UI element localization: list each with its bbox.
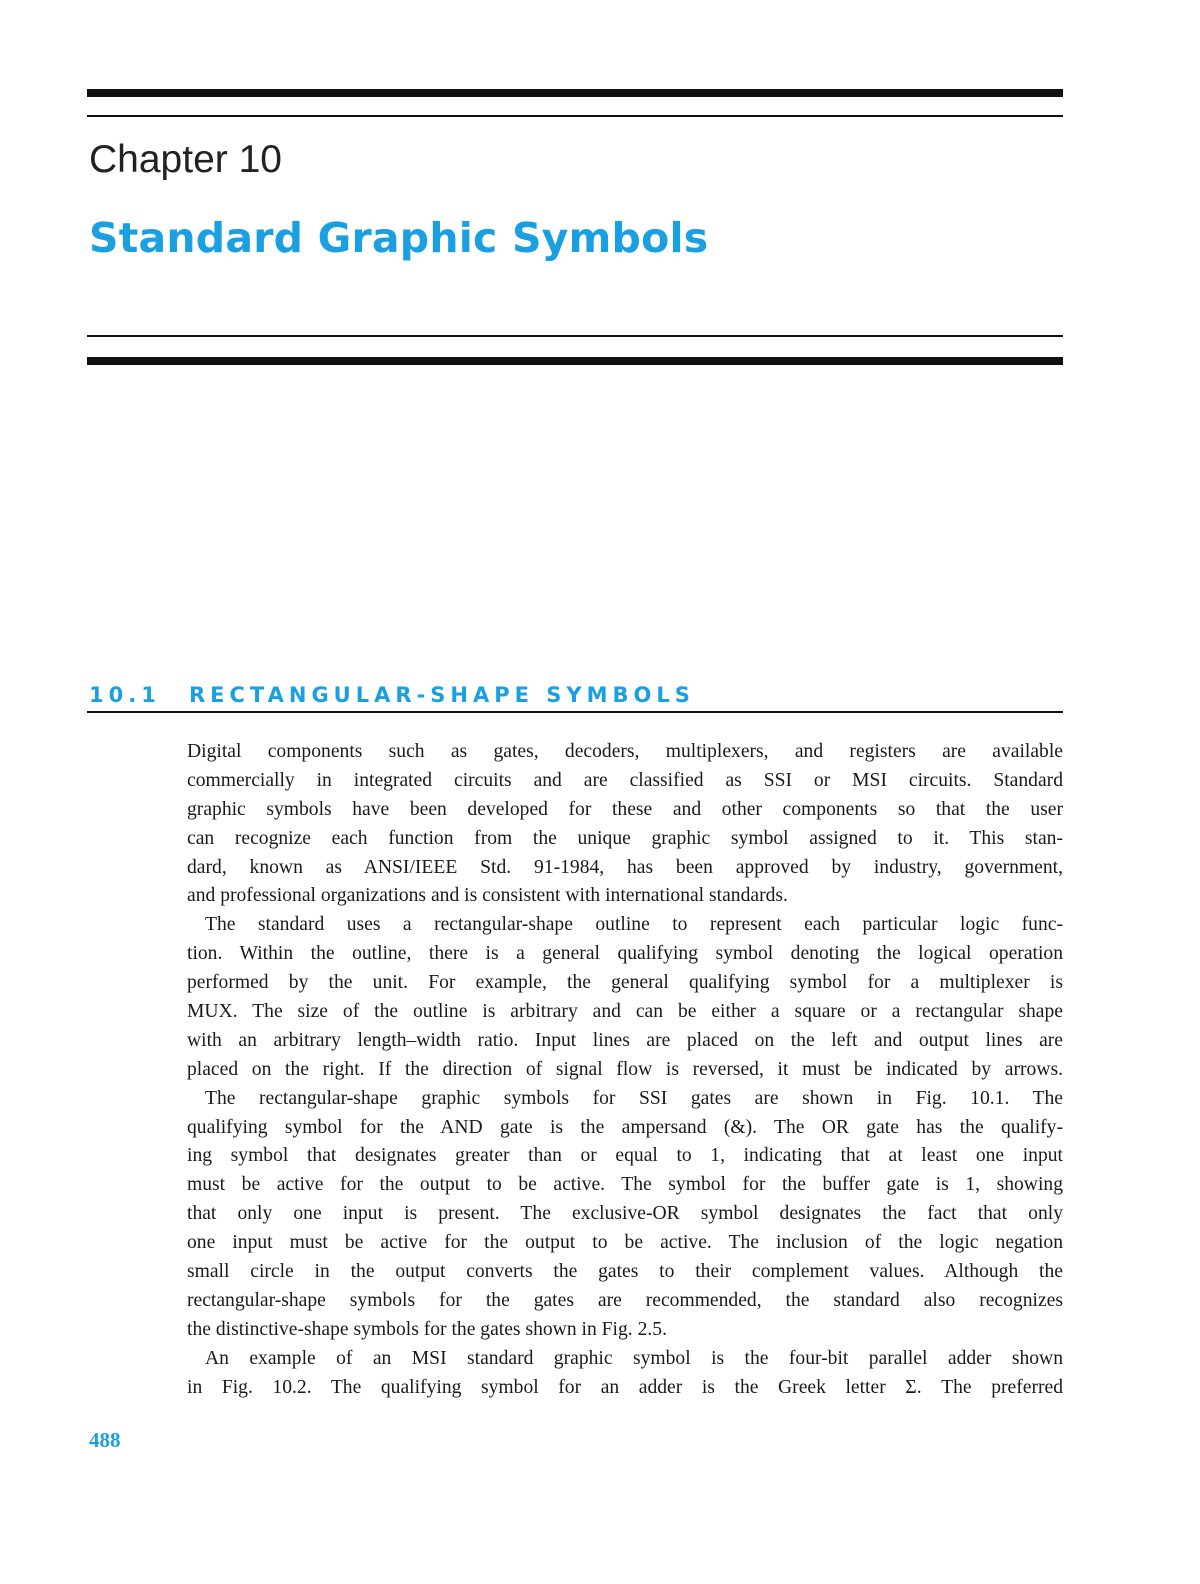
body-line: dard, known as ANSI/IEEE Std. 91-1984, has been approved by industry, government, <box>187 856 1063 878</box>
body-line: the distinctive-shape symbols for the gates shown in Fig. 2.5. <box>187 1318 667 1340</box>
body-line: performed by the unit. For example, the general qualifying symbol for a multiplexer is <box>187 972 1063 994</box>
body-line: ing symbol that designates greater than or equal to 1, indicating that at least one input <box>187 1145 1063 1167</box>
section-rule <box>87 711 1063 713</box>
body-line: and professional organizations and is consistent with international standards. <box>187 885 788 907</box>
section-heading <box>89 683 695 707</box>
body-line: can recognize each function from the unique graphic symbol assigned to it. This stan- <box>187 827 1063 849</box>
body-text <box>187 738 1063 1402</box>
body-line: tion. Within the outline, there is a general qualifying symbol denoting the logical operation <box>187 943 1063 965</box>
section-title: RECTANGULAR-SHAPE SYMBOLS <box>189 683 695 707</box>
top-thick-rule <box>87 89 1063 97</box>
body-line: An example of an MSI standard graphic symbol is the four-bit parallel adder shown <box>205 1347 1063 1369</box>
body-line: The standard uses a rectangular-shape outline to represent each particular logic func- <box>205 914 1063 936</box>
body-line: placed on the right. If the direction of signal flow is reversed, it must be indicated by arrows. <box>187 1058 1063 1080</box>
body-line: The rectangular-shape graphic symbols for SSI gates are shown in Fig. 10.1. The <box>205 1087 1063 1109</box>
chapter-title: Standard Graphic Symbols <box>89 214 709 262</box>
body-line: rectangular-shape symbols for the gates are recommended, the standard also recognizes <box>187 1289 1063 1311</box>
chapter-label: Chapter 10 <box>89 138 282 181</box>
top-thin-rule <box>87 115 1063 117</box>
body-line: commercially in integrated circuits and are classified as SSI or MSI circuits. Standard <box>187 769 1063 791</box>
body-line: MUX. The size of the outline is arbitrary and can be either a square or a rectangular shape <box>187 1001 1063 1023</box>
body-line: that only one input is present. The exclusive-OR symbol designates the fact that only <box>187 1203 1063 1225</box>
section-number: 10.1 <box>89 683 161 707</box>
body-line: in Fig. 10.2. The qualifying symbol for an adder is the Greek letter Σ. The preferred <box>187 1376 1063 1398</box>
bottom-thin-rule <box>87 335 1063 337</box>
body-line: with an arbitrary length–width ratio. Input lines are placed on the left and output lines are <box>187 1029 1063 1051</box>
body-line: graphic symbols have been developed for these and other components so that the user <box>187 798 1063 820</box>
body-line: small circle in the output converts the gates to their complement values. Although the <box>187 1261 1063 1283</box>
bottom-thick-rule <box>87 357 1063 365</box>
page-number: 488 <box>89 1428 121 1452</box>
body-line: qualifying symbol for the AND gate is the ampersand (&). The OR gate has the qualify- <box>187 1116 1063 1138</box>
body-line: Digital components such as gates, decoders, multiplexers, and registers are available <box>187 741 1063 762</box>
body-line: must be active for the output to be active. The symbol for the buffer gate is 1, showing <box>187 1174 1063 1196</box>
body-line: one input must be active for the output to be active. The inclusion of the logic negation <box>187 1232 1063 1254</box>
